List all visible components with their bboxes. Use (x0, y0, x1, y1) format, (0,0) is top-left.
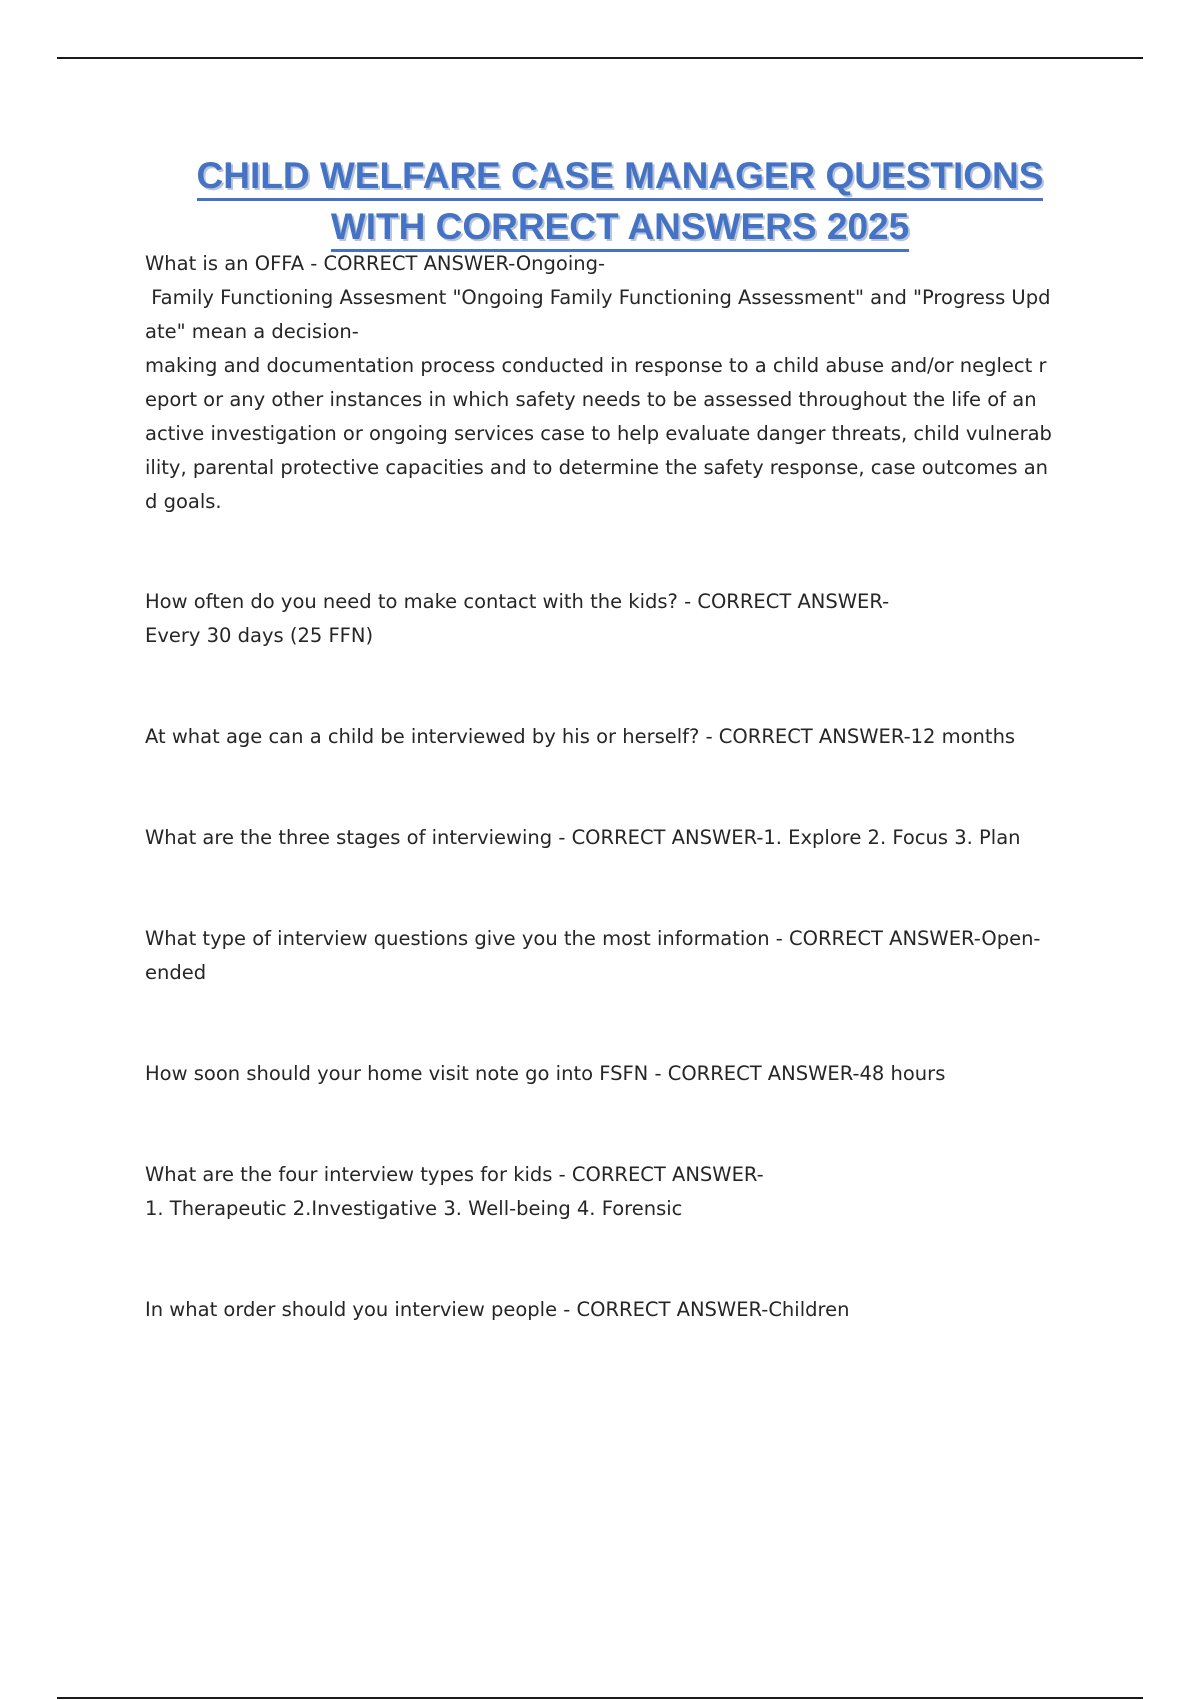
qa-line: At what age can a child be interviewed by his or herself? - CORRECT ANSWER-12 months (145, 725, 1016, 748)
qa-entry-offa (145, 247, 1085, 519)
qa-entry-visit-note (145, 1057, 1085, 1091)
qa-entry-question-types (145, 922, 1085, 990)
qa-line: ended (145, 961, 207, 984)
qa-line: ility, parental protective capacities and to determine the safety response, case outcomes an (145, 456, 1049, 479)
qa-line: What are the three stages of interviewing - CORRECT ANSWER-1. Explore 2. Focus 3. Plan (145, 826, 1021, 849)
qa-line: 1. Therapeutic 2.Investigative 3. Well-being 4. Forensic (145, 1197, 683, 1220)
qa-line: eport or any other instances in which safety needs to be assessed throughout the life of an (145, 388, 1037, 411)
qa-line: In what order should you interview people - CORRECT ANSWER-Children (145, 1298, 850, 1321)
qa-line: making and documentation process conducted in response to a child abuse and/or neglect r (145, 354, 1047, 377)
title-line-2: WITH CORRECT ANSWERS 2025 (331, 205, 909, 252)
qa-line: What type of interview questions give you the most information - CORRECT ANSWER-Open- (145, 927, 1041, 950)
bottom-rule (57, 1697, 1143, 1699)
title-line-1: CHILD WELFARE CASE MANAGER QUESTIONS (197, 154, 1044, 201)
qa-line: What are the four interview types for kids - CORRECT ANSWER- (145, 1163, 764, 1186)
qa-line: How often do you need to make contact with the kids? - CORRECT ANSWER- (145, 590, 890, 613)
qa-line: active investigation or ongoing services case to help evaluate danger threats, child vulnerab (145, 422, 1052, 445)
document-title (100, 150, 1140, 252)
qa-entry-contact-frequency (145, 585, 1085, 653)
qa-entry-interview-types (145, 1158, 1085, 1226)
qa-line: What is an OFFA - CORRECT ANSWER-Ongoing- (145, 252, 606, 275)
qa-entry-interview-order (145, 1293, 1085, 1327)
qa-entry-interview-stages (145, 821, 1085, 855)
qa-line: d goals. (145, 490, 222, 513)
qa-line: ate" mean a decision- (145, 320, 359, 343)
qa-line: Family Functioning Assesment "Ongoing Family Functioning Assessment" and "Progress Upd (145, 286, 1051, 309)
qa-line: How soon should your home visit note go into FSFN - CORRECT ANSWER-48 hours (145, 1062, 946, 1085)
qa-line: Every 30 days (25 FFN) (145, 624, 374, 647)
top-rule (57, 57, 1143, 59)
qa-entry-interview-age (145, 720, 1085, 754)
